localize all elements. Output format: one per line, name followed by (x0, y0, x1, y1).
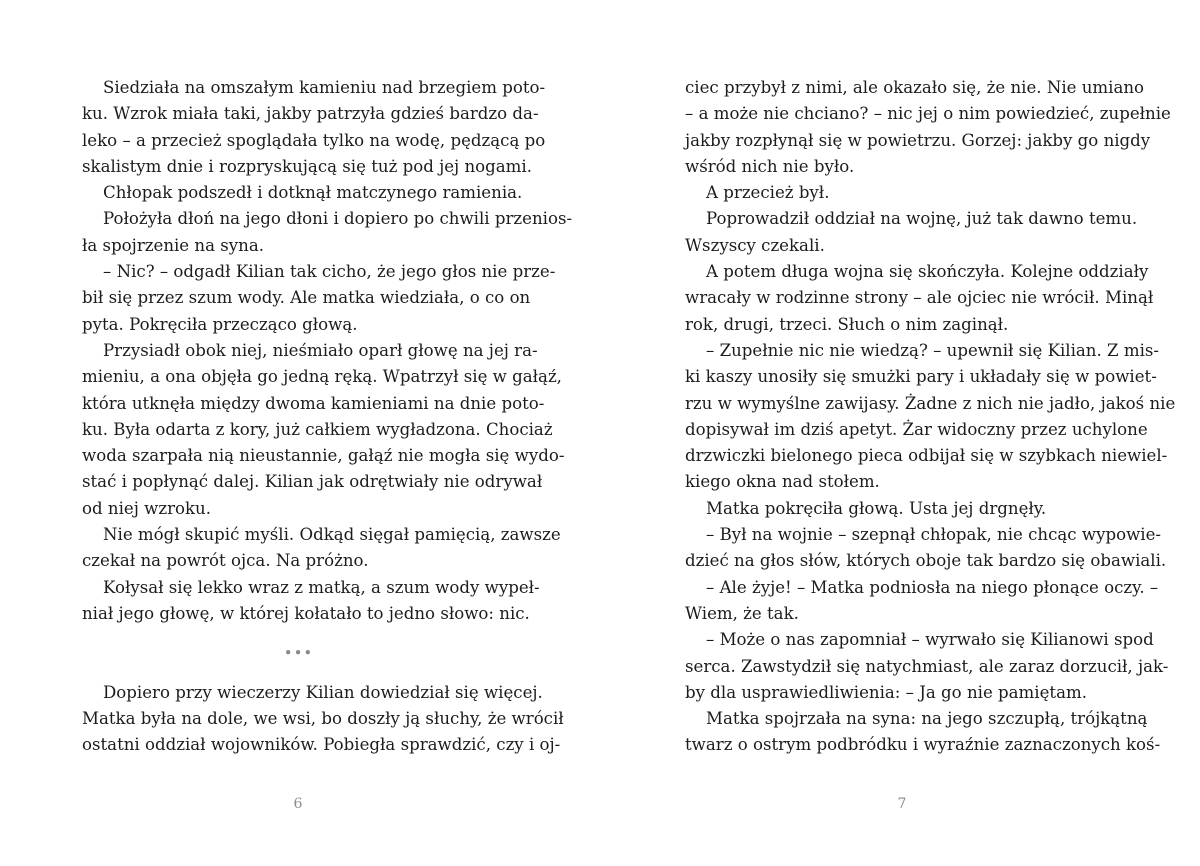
text-line: Chłopak podszedł i dotknął matczynego ramienia. (103, 183, 523, 203)
text-line: wśród nich nie było. (685, 156, 855, 176)
text-line: Dopiero przy wieczerzy Kilian dowiedział się więcej. (103, 682, 543, 702)
text-line: Matka spojrzała na syna: na jego szczupłą, trójkątną (706, 709, 1148, 729)
text-line: jakby rozpłynął się w powietrzu. Gorzej: jakby go nigdy (685, 130, 1151, 150)
text-line: serca. Zawstydził się natychmiast, ale zaraz dorzucił, jak- (685, 656, 1169, 676)
separator-glyphs: ••• (283, 644, 314, 663)
section-separator (82, 627, 515, 680)
text-line: która utknęła między dwoma kamieniami na dnie poto- (82, 393, 545, 413)
text-line: skalistym dnie i rozpryskującą się tuż pod jej nogami. (82, 156, 532, 176)
page-number-left: 6 (293, 796, 303, 812)
right-page-text (685, 75, 1176, 759)
text-line: – Ale żyje! – Matka podniosła na niego płonące oczy. – (706, 577, 1159, 597)
page-number-right: 7 (897, 796, 907, 812)
text-line: Wszyscy czekali. (685, 235, 825, 255)
text-line: by dla usprawiedliwienia: – Ja go nie pamiętam. (685, 682, 1087, 702)
text-line: woda szarpała nią nieustannie, gałąź nie mogła się wydo- (82, 446, 565, 466)
text-line: leko – a przecież spoglądała tylko na wodę, pędzącą po (82, 130, 546, 150)
text-line: ostatni oddział wojowników. Pobiegła sprawdzić, czy i oj- (82, 735, 561, 755)
text-line: bił się przez szum wody. Ale matka wiedziała, o co on (82, 288, 531, 308)
text-line: dopisywał im dziś apetyt. Żar widoczny przez uchylone (685, 419, 1148, 439)
text-line: rok, drugi, trzeci. Słuch o nim zaginął. (685, 314, 1009, 334)
text-line: Nie mógł skupić myśli. Odkąd sięgał pamięcią, zawsze (103, 525, 561, 545)
text-line: Poprowadził oddział na wojnę, już tak dawno temu. (706, 209, 1138, 229)
text-line: dzieć na głos słów, których oboje tak bardzo się obawiali. (685, 551, 1167, 571)
text-line: rzu w wymyślne zawijasy. Żadne z nich nie jadło, jakoś nie (685, 393, 1176, 413)
text-line: Kołysał się lekko wraz z matką, a szum wody wypeł- (103, 577, 540, 597)
text-line: Matka była na dole, we wsi, bo doszły ją słuchy, że wrócił (82, 709, 564, 729)
text-line: – Może o nas zapomniał – wyrwało się Kilianowi spod (706, 630, 1154, 650)
text-line: A przecież był. (706, 183, 830, 203)
text-line: twarz o ostrym podbródku i wyraźnie zaznaczonych koś- (685, 735, 1161, 755)
text-line: – Zupełnie nic nie wiedzą? – upewnił się Kilian. Z mis- (706, 340, 1159, 360)
text-line: stać i popłynąć dalej. Kilian jak odrętwiały nie odrywał (82, 472, 543, 492)
text-line: pyta. Pokręciła przecząco głową. (82, 314, 358, 334)
text-line: Przysiadł obok niej, nieśmiało oparł głowę na jej ra- (103, 340, 538, 360)
text-line: ku. Wzrok miała taki, jakby patrzyła gdzieś bardzo da- (82, 104, 539, 124)
text-line: A potem długa wojna się skończyła. Kolejne oddziały (706, 262, 1149, 282)
text-line: – Nic? – odgadł Kilian tak cicho, że jego głos nie prze- (103, 262, 556, 282)
text-line: wracały w rodzinne strony – ale ojciec nie wrócił. Minął (685, 288, 1154, 308)
text-line: drzwiczki bielonego pieca odbijał się w szybkach niewiel- (685, 446, 1168, 466)
text-line: czekał na powrót ojca. Na próżno. (82, 551, 369, 571)
text-line: – Był na wojnie – szepnął chłopak, nie chcąc wypowie- (706, 525, 1162, 545)
text-line: ciec przybył z nimi, ale okazało się, że nie. Nie umiano (685, 78, 1145, 97)
right-page (600, 0, 1200, 866)
text-line: niał jego głowę, w której kołatało to jedno słowo: nic. (82, 603, 530, 623)
text-line: ła spojrzenie na syna. (82, 235, 265, 255)
text-line: Siedziała na omszałym kamieniu nad brzegiem poto- (103, 78, 546, 97)
text-line: kiego okna nad stołem. (685, 472, 880, 492)
text-line: od niej wzroku. (82, 498, 212, 518)
text-line: ku. Była odarta z kory, już całkiem wygładzona. Chociaż (82, 419, 553, 439)
text-line: Położyła dłoń na jego dłoni i dopiero po chwili przenios- (103, 209, 573, 229)
text-line: Wiem, że tak. (685, 603, 799, 623)
left-page-body (82, 75, 573, 627)
text-line: Matka pokręciła głową. Usta jej drgnęły. (706, 498, 1047, 518)
text-line: mieniu, a ona objęła go jedną ręką. Wpatrzył się w gałąź, (82, 367, 562, 387)
right-page-body (685, 75, 1176, 759)
text-line: – a może nie chciano? – nic jej o nim powiedzieć, zupełnie (685, 104, 1171, 124)
left-page-body-after-separator (82, 680, 564, 759)
text-line: ki kaszy unosiły się smużki pary i układały się w powiet- (685, 367, 1157, 387)
left-page-text (82, 75, 573, 759)
